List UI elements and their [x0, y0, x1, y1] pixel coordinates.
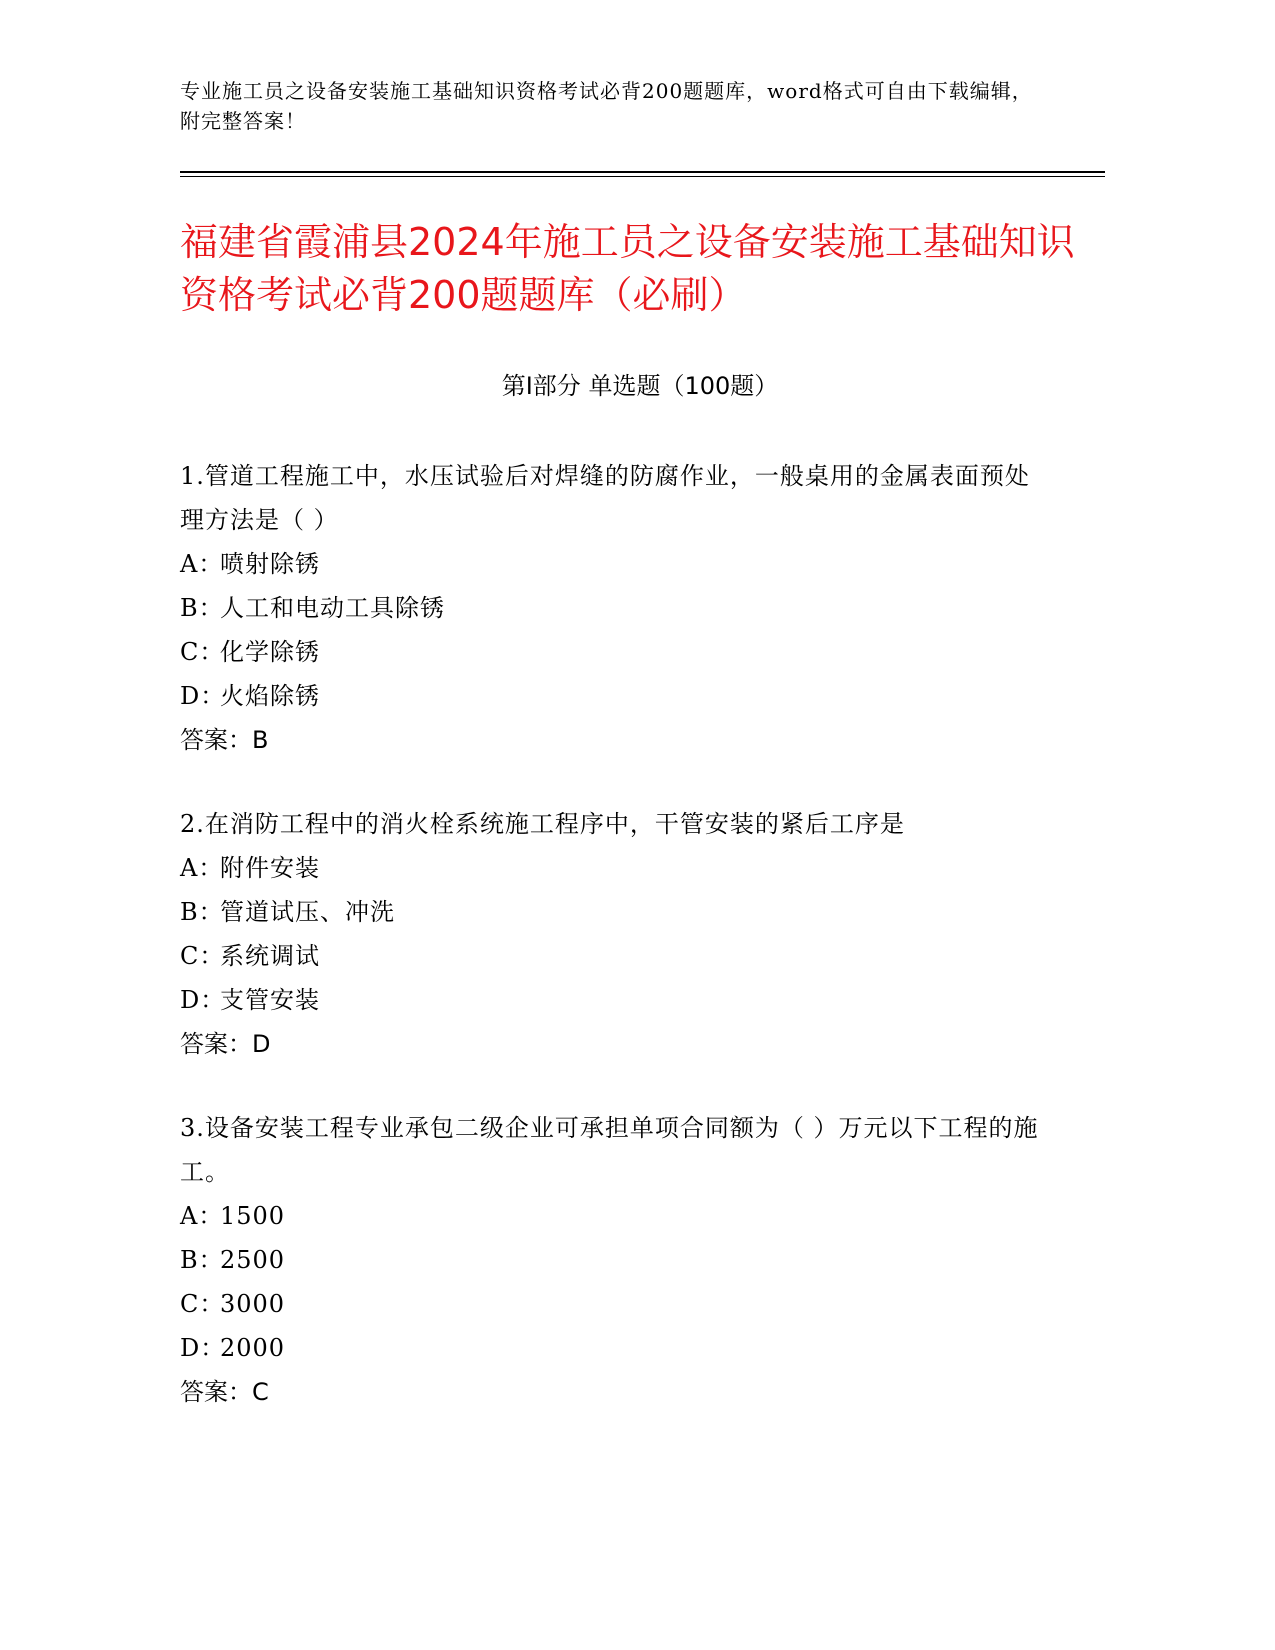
option-key: D：	[180, 986, 226, 1014]
question-2	[180, 802, 1040, 1066]
option-c	[180, 934, 1040, 978]
option-text: 支管安装	[220, 986, 320, 1014]
question-stem: 3.设备安装工程专业承包二级企业可承担单项合同额为（ ）万元以下工程的施工。	[180, 1114, 1039, 1186]
option-b	[180, 1238, 1040, 1282]
option-key: D：	[180, 682, 226, 710]
option-d	[180, 1326, 1040, 1370]
option-text: 化学除锈	[220, 638, 320, 666]
option-key: A：	[180, 854, 224, 882]
option-d	[180, 978, 1040, 1022]
option-key: C：	[180, 638, 225, 666]
option-text: 管道试压、冲洗	[220, 898, 395, 926]
option-key: B：	[180, 1246, 224, 1274]
option-key: B：	[180, 594, 224, 622]
option-a	[180, 542, 1040, 586]
option-c	[180, 630, 1040, 674]
question-list	[180, 454, 1040, 1454]
option-a	[180, 1194, 1040, 1238]
option-text: 人工和电动工具除锈	[220, 594, 445, 622]
question-1	[180, 454, 1040, 762]
section-title: 第Ⅰ部分 单选题（100题）	[501, 372, 779, 400]
option-key: C：	[180, 942, 225, 970]
header-divider-thin	[180, 176, 1105, 177]
option-key: A：	[180, 550, 224, 578]
header-note: 专业施工员之设备安装施工基础知识资格考试必背200题题库，word格式可自由下载编辑，附完整答案！	[180, 79, 1033, 133]
option-b	[180, 586, 1040, 630]
option-text: 2500	[220, 1246, 286, 1274]
option-key: B：	[180, 898, 224, 926]
option-c	[180, 1282, 1040, 1326]
document-title: 福建省霞浦县2024年施工员之设备安装施工基础知识资格考试必背200题题库（必刷）	[180, 220, 1075, 317]
option-text: 2000	[220, 1334, 286, 1362]
answer-line: 答案：B	[180, 726, 269, 754]
option-key: A：	[180, 1202, 224, 1230]
option-a	[180, 846, 1040, 890]
option-text: 系统调试	[220, 942, 320, 970]
option-d	[180, 674, 1040, 718]
answer-line: 答案：C	[180, 1378, 269, 1406]
header-divider-thick	[180, 171, 1105, 173]
option-b	[180, 890, 1040, 934]
answer-line: 答案：D	[180, 1030, 271, 1058]
option-text: 喷射除锈	[220, 550, 320, 578]
question-stem: 1.管道工程施工中，水压试验后对焊缝的防腐作业，一般桌用的金属表面预处理方法是（ ）	[180, 462, 1030, 534]
question-stem: 2.在消防工程中的消火栓系统施工程序中，干管安装的紧后工序是	[180, 810, 905, 838]
option-key: D：	[180, 1334, 226, 1362]
option-text: 3000	[220, 1290, 286, 1318]
option-text: 附件安装	[220, 854, 320, 882]
question-3	[180, 1106, 1040, 1414]
option-text: 火焰除锈	[220, 682, 320, 710]
option-text: 1500	[220, 1202, 286, 1230]
option-key: C：	[180, 1290, 225, 1318]
